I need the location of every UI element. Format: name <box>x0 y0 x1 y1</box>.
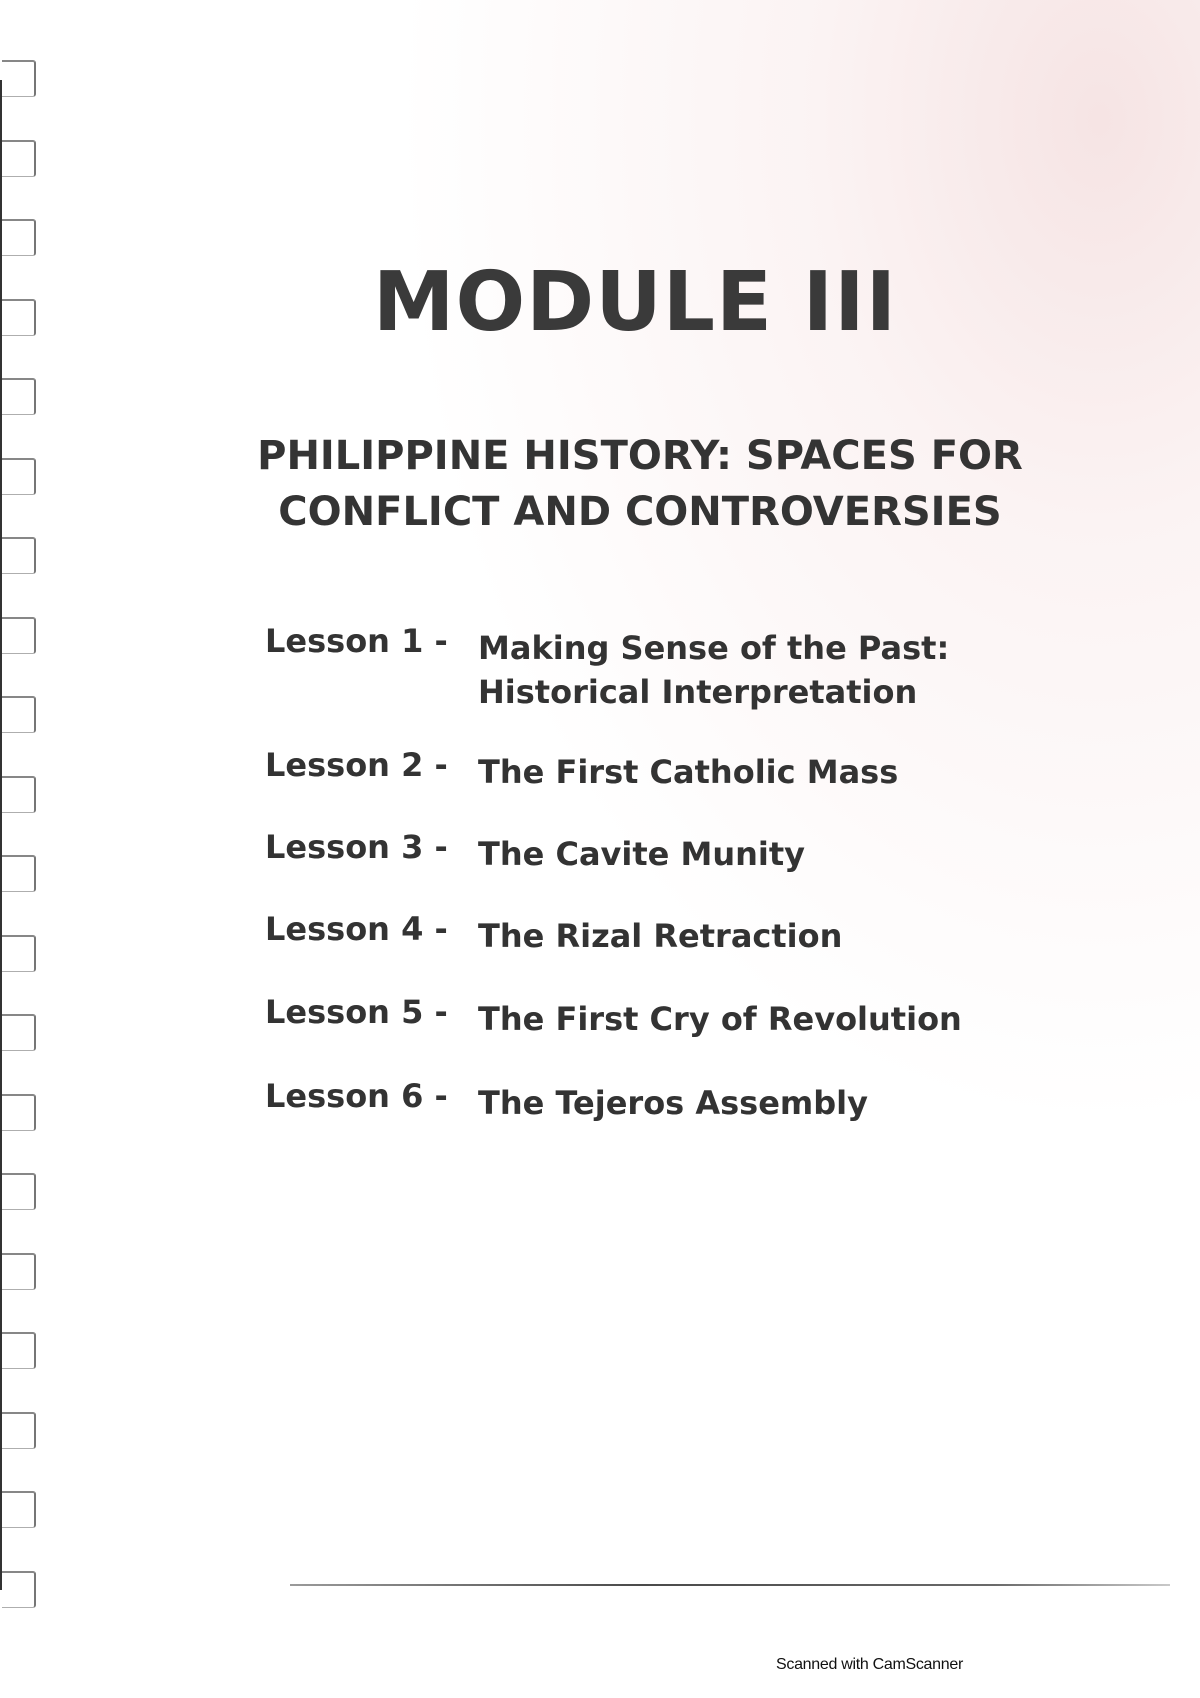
binding-loop <box>2 617 36 654</box>
lesson-number: Lesson 6 - <box>265 1077 448 1115</box>
lesson-number: Lesson 2 - <box>265 746 448 784</box>
lesson-number: Lesson 5 - <box>265 993 448 1031</box>
binding-loop <box>2 1173 36 1210</box>
lesson-number: Lesson 4 - <box>265 910 448 948</box>
binding-loop <box>2 140 36 177</box>
binding-loop <box>2 1014 36 1051</box>
subtitle-line-1: PHILIPPINE HISTORY: SPACES FOR <box>257 433 1023 479</box>
binding-loop <box>2 935 36 972</box>
binding-loop <box>2 1253 36 1290</box>
binding-loop <box>2 1332 36 1369</box>
subtitle-line-2: CONFLICT AND CONTROVERSIES <box>278 489 1002 535</box>
lesson-title <box>478 750 1038 794</box>
lesson-title-line: The First Catholic Mass <box>478 753 899 791</box>
module-title: MODULE III <box>372 255 898 350</box>
binding-loop <box>2 1412 36 1449</box>
lesson-number: Lesson 3 - <box>265 828 448 866</box>
lesson-number: Lesson 1 - <box>265 622 448 660</box>
lesson-title-line: The Tejeros Assembly <box>478 1084 868 1122</box>
lesson-title-line: The Rizal Retraction <box>478 917 843 955</box>
lesson-title-line: Historical Interpretation <box>478 673 918 711</box>
lesson-title-line: Making Sense of the Past: <box>478 629 950 667</box>
page-bottom-edge <box>290 1584 1170 1586</box>
scanner-watermark: Scanned with CamScanner <box>776 1656 963 1673</box>
lesson-title <box>478 997 1038 1041</box>
module-subtitle <box>240 428 1040 540</box>
binding-loop <box>2 1491 36 1528</box>
binding-loop <box>2 378 36 415</box>
binding-loop <box>2 60 36 97</box>
binding-loop <box>2 696 36 733</box>
binding-loop <box>2 1094 36 1131</box>
binding-loop <box>2 219 36 256</box>
binding-loop <box>2 537 36 574</box>
lesson-title <box>478 914 1038 958</box>
lesson-title <box>478 832 1038 876</box>
binding-loop <box>2 855 36 892</box>
lesson-title <box>478 1081 1038 1125</box>
binding-loop <box>2 776 36 813</box>
lesson-title-line: The Cavite Munity <box>478 835 806 873</box>
lesson-title <box>478 626 1038 714</box>
binding-loop <box>2 1571 36 1608</box>
binding-loop <box>2 458 36 495</box>
lesson-title-line: The First Cry of Revolution <box>478 1000 962 1038</box>
